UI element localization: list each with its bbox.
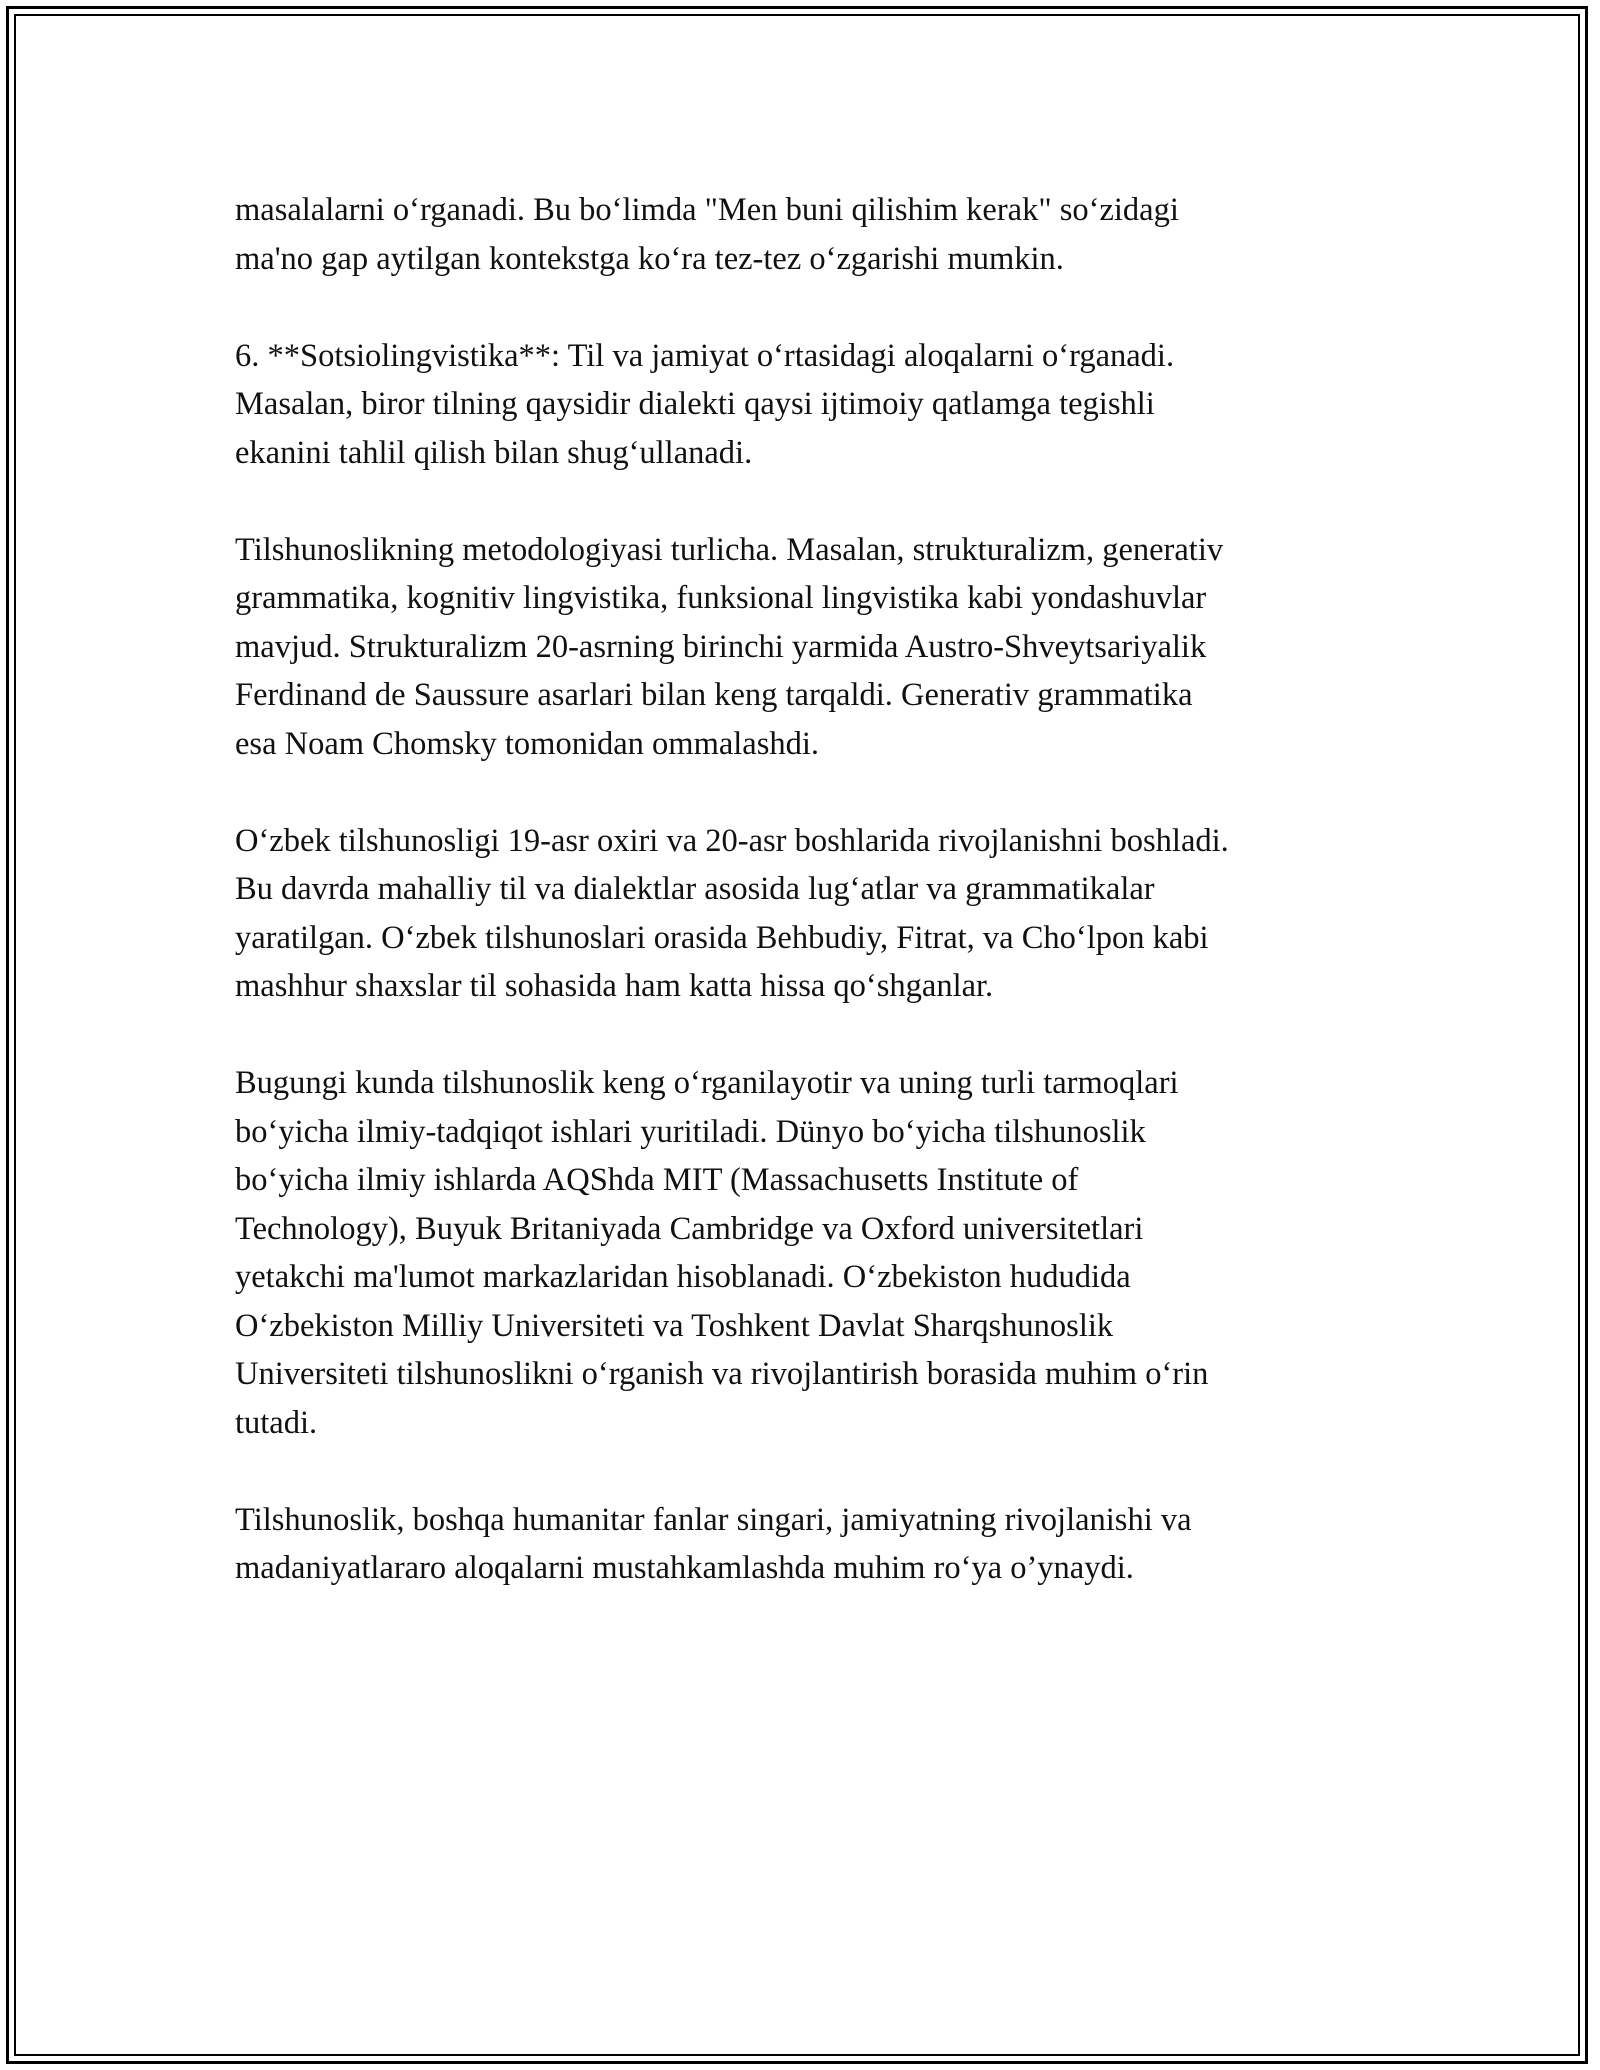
paragraph-sociolinguistics: 6. **Sotsiolingvistika**: Til va jamiyat o‘rtasidagi aloqalarni o‘rganadi. Masalan, biror tilning qaysidir dialekti qaysi ijtimoiy qatlamga tegishli ekanini tahlil qilish bilan shug‘ullanadi. [235, 337, 1175, 471]
paragraph-uzbek-linguistics: O‘zbek tilshunosligi 19-asr oxiri va 20-asr boshlarida rivojlanishni boshladi. Bu davrda mahalliy til va dialektlar asosida lug‘atlar va grammatikalar yaratilgan. O‘zbek tilshunoslari orasida Behbudiy, Fitrat, va Cho‘lpon kabi mashhur shaxslar til sohasida ham katta hissa qo‘shganlar. [235, 822, 1229, 1004]
paragraph-methodology: Tilshunoslikning metodologiyasi turlicha. Masalan, strukturalizm, generativ grammatika, kognitiv lingvistika, funksional lingvistika kabi yondashuvlar mavjud. Strukturalizm 20-asrning birinchi yarmida Austro-Shveytsariyalik Ferdinand de Saussure asarlari bilan keng tarqaldi. Generativ grammatika esa Noam Chomsky tomonidan ommalashdi. [235, 531, 1224, 762]
paragraph-pragmatics-continuation: masalalarni o‘rganadi. Bu bo‘limda "Men buni qilishim kerak" so‘zidagi ma'no gap aytilgan kontekstga ko‘ra tez-tez o‘zgarishi mumkin. [235, 192, 1179, 277]
paragraph-conclusion: Tilshunoslik, boshqa humanitar fanlar singari, jamiyatning rivojlanishi va madaniyatlararo aloqalarni mustahkamlashda muhim ro‘ya o’ynaydi. [235, 1501, 1192, 1586]
paragraph-modern-research: Bugungi kunda tilshunoslik keng o‘rganilayotir va uning turli tarmoqlari bo‘yicha ilmiy-tadqiqot ishlari yuritiladi. Dünyo bo‘yicha tilshunoslik bo‘yicha ilmiy ishlarda AQShda MIT (Massachusetts Institute of Technology), Buyuk Britaniyada Cambridge va Oxford universitetlari yetakchi ma'lumot markazlaridan hisoblanadi. O‘zbekiston hududida O‘zbekiston Milliy Universiteti va Toshkent Davlat Sharqshunoslik Universiteti tilshunoslikni o‘rganish va rivojlantirish borasida muhim o‘rin tutadi. [235, 1065, 1209, 1441]
document-body [235, 186, 1375, 1641]
